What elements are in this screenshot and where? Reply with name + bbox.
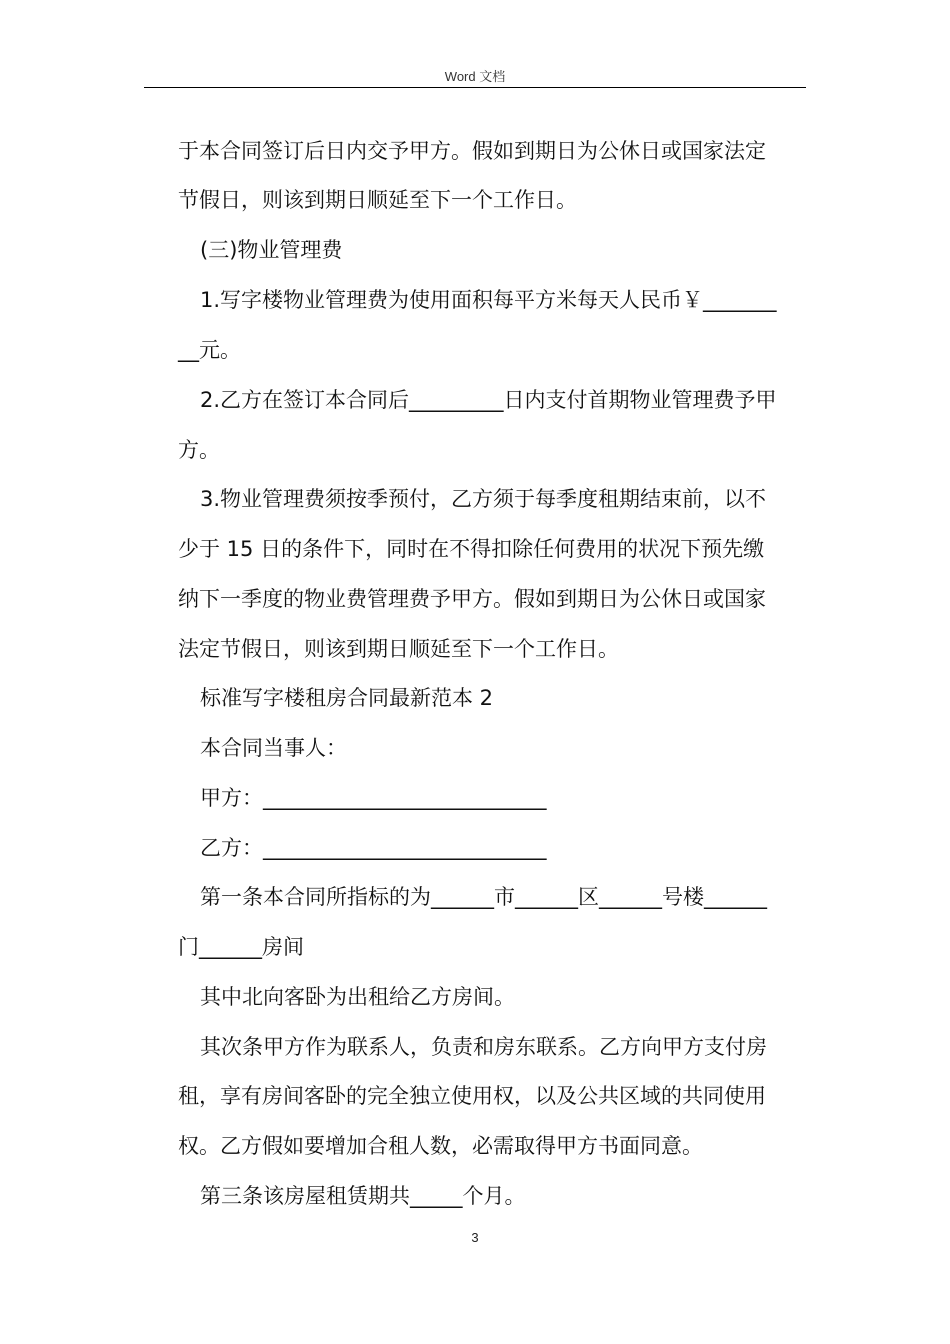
paragraph-line: 第一条本合同所指标的为______市______区______号楼______: [200, 885, 767, 909]
page-number: 3: [471, 1230, 479, 1245]
paragraph-line: 少于 15 日的条件下，同时在不得扣除任何费用的状况下预先缴: [178, 537, 765, 561]
section-heading: (三)物业管理费: [200, 238, 343, 262]
paragraph-line: 3.物业管理费须按季预付，乙方须于每季度租期结束前，以不: [200, 487, 767, 511]
paragraph-line: 其次条甲方作为联系人，负责和房东联系。乙方向甲方支付房: [200, 1035, 767, 1059]
paragraph-line: 于本合同签订后日内交予甲方。假如到期日为公休日或国家法定: [178, 139, 766, 163]
paragraph-line: 权。乙方假如要增加合租人数，必需取得甲方书面同意。: [178, 1134, 703, 1158]
paragraph-line: 方。: [178, 438, 220, 462]
paragraph-line: 其中北向客卧为出租给乙方房间。: [200, 985, 515, 1009]
paragraph-line: __元。: [178, 338, 241, 362]
paragraph-line: 1.写字楼物业管理费为使用面积每平方米每天人民币￥_______: [200, 288, 777, 312]
paragraph-line: 本合同当事人：: [200, 736, 347, 760]
paragraph-line: 纳下一季度的物业费管理费予甲方。假如到期日为公休日或国家: [178, 587, 766, 611]
paragraph-line: 租，享有房间客卧的完全独立使用权，以及公共区域的共同使用: [178, 1084, 766, 1108]
paragraph-line: 第三条该房屋租赁期共_____个月。: [200, 1184, 526, 1208]
page-header: Word 文档: [444, 69, 506, 84]
party-a-line: 甲方：___________________________: [200, 786, 547, 810]
paragraph-line: 法定节假日，则该到期日顺延至下一个工作日。: [178, 637, 619, 661]
paragraph-line: 节假日，则该到期日顺延至下一个工作日。: [178, 188, 577, 212]
party-b-line: 乙方：___________________________: [200, 836, 547, 860]
header-divider: [144, 87, 806, 88]
paragraph-line: 2.乙方在签订本合同后_________日内支付首期物业管理费予甲: [200, 388, 777, 412]
paragraph-line: 门______房间: [178, 935, 304, 959]
document-title: 标准写字楼租房合同最新范本 2: [200, 686, 494, 710]
